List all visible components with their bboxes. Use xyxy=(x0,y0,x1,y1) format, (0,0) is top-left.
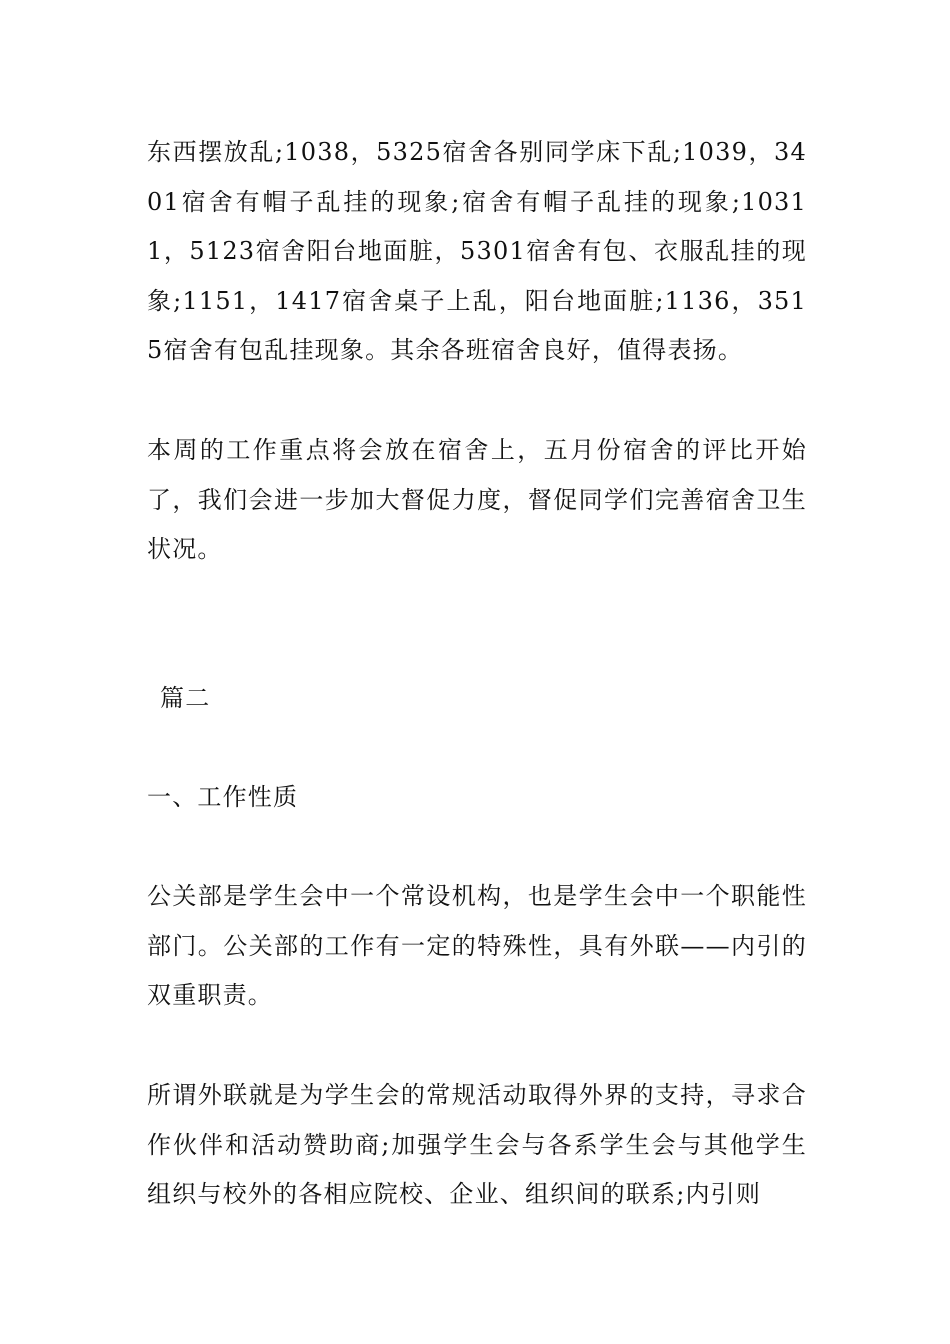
subheading-work-nature: 一、工作性质 xyxy=(147,783,299,811)
section-title: 篇二 xyxy=(160,684,211,712)
paragraph-dormitory-inspection: 东西摆放乱;1038，5325宿舍各别同学床下乱;1039，3401宿舍有帽子乱挂的现象;宿舍有帽子乱挂的现象;10311，5123宿舍阳台地面脏，5301宿舍有包、衣服乱挂的现象;1151，1417宿舍桌子上乱，阳台地面脏;1136，3515宿舍有包乱挂现象。其余各班宿舍良好，值得表扬。 xyxy=(147,138,807,364)
paragraph-external-liaison: 所谓外联就是为学生会的常规活动取得外界的支持，寻求合作伙伴和活动赞助商;加强学生会与各系学生会与其他学生组织与校外的各相应院校、企业、组织间的联系;内引则 xyxy=(147,1081,807,1208)
paragraph-pr-department: 公关部是学生会中一个常设机构，也是学生会中一个职能性部门。公关部的工作有一定的特殊性，具有外联——内引的双重职责。 xyxy=(147,882,807,1009)
paragraph-weekly-focus: 本周的工作重点将会放在宿舍上，五月份宿舍的评比开始了，我们会进一步加大督促力度，督促同学们完善宿舍卫生状况。 xyxy=(147,436,807,563)
